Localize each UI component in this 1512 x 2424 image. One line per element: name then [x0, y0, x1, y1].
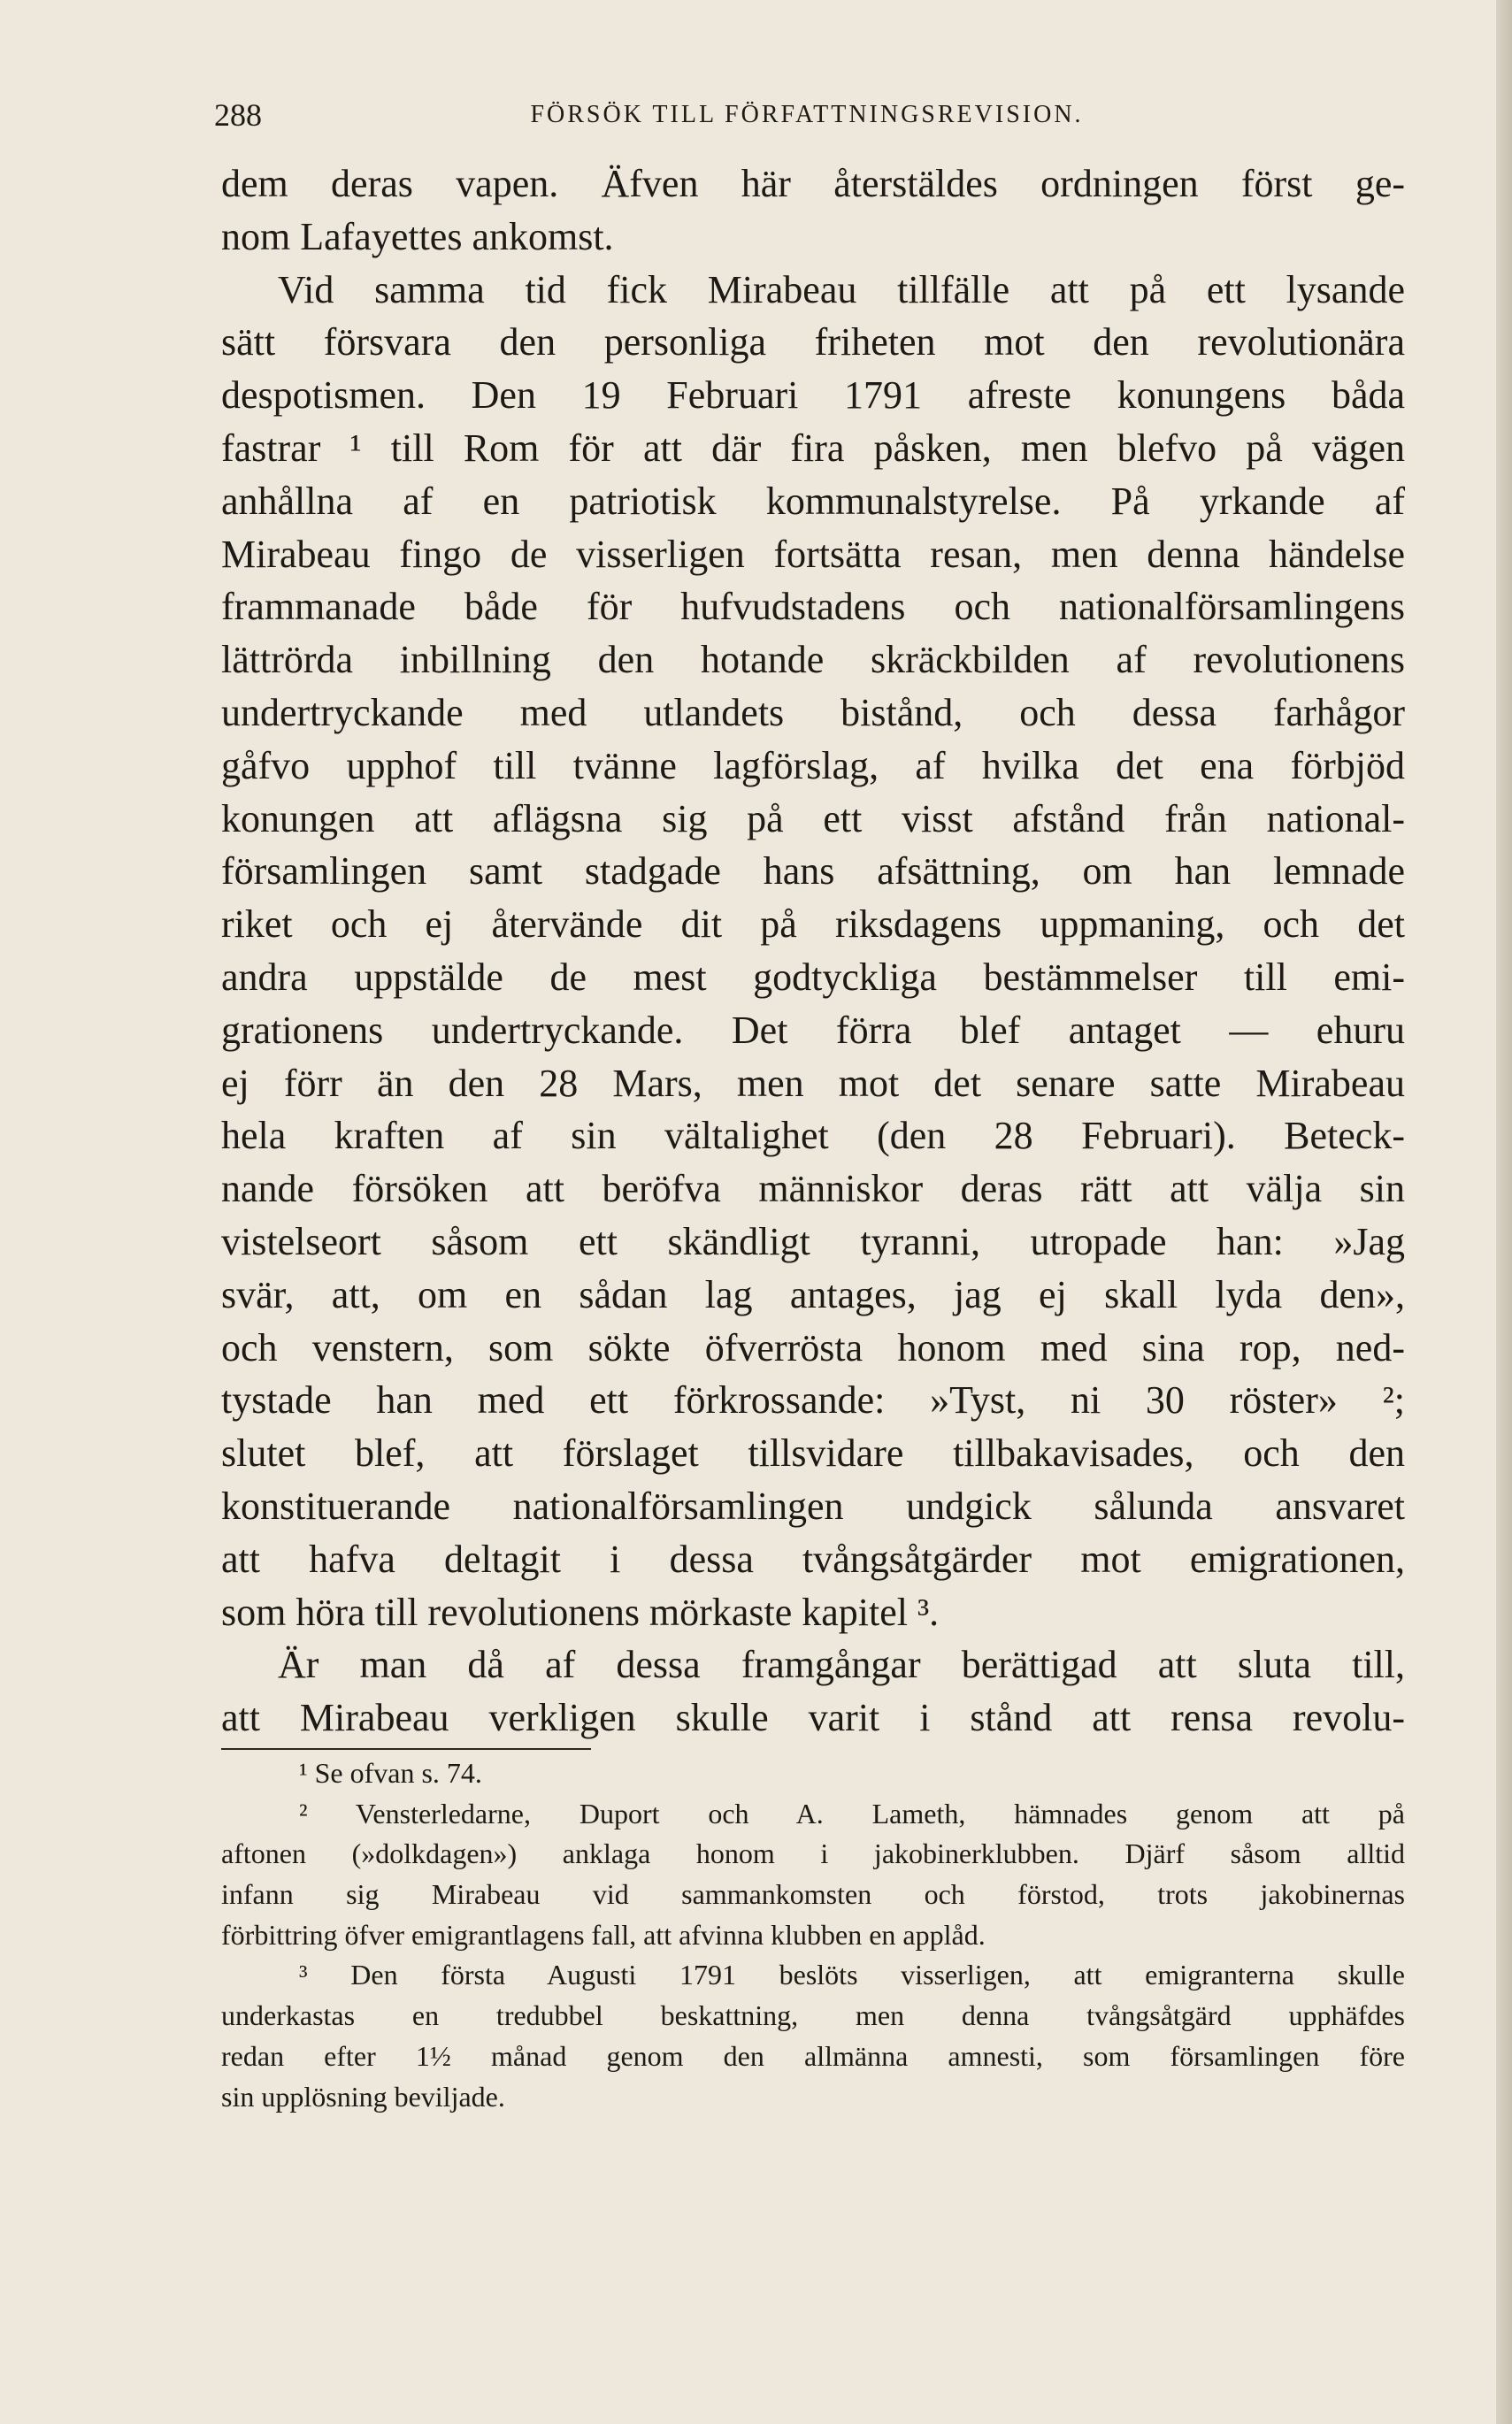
text-line: vistelseort såsom ett skändligt tyranni, utropade han: »Jag	[221, 1219, 1405, 1263]
text-line: att hafva deltagit i dessa tvångsåtgärder mot emigrationen,	[221, 1537, 1405, 1581]
text-line: gåfvo upphof till tvänne lagförslag, af hvilka det ena förbjöd	[221, 743, 1405, 787]
text-line: anhållna af en patriotisk kommunalstyrelse. På yrkande af	[221, 479, 1405, 523]
text-line: nom Lafayettes ankomst.	[221, 214, 614, 258]
footnote-line: ¹ Se ofvan s. 74.	[299, 1757, 482, 1789]
text-line: svär, att, om en sådan lag antages, jag ej skall lyda den»,	[221, 1272, 1405, 1316]
text-line: undertryckande med utlandets bistånd, och dessa farhågor	[221, 690, 1405, 734]
footnote-line: förbittring öfver emigrantlagens fall, att afvinna klubben en applåd.	[221, 1918, 986, 1951]
footnote-line: ³ Den första Augusti 1791 beslöts visserligen, att emigranterna skulle	[299, 1959, 1405, 1991]
text-line: despotismen. Den 19 Februari 1791 afreste konungens båda	[221, 373, 1405, 418]
text-line: nande försöken att beröfva människor deras rätt att välja sin	[221, 1167, 1405, 1211]
footnote-line: sin upplösning beviljade.	[221, 2080, 505, 2113]
running-head: FÖRSÖK TILL FÖRFATTNINGSREVISION.	[530, 101, 1084, 128]
text-line: sätt försvara den personliga friheten mot den revolutionära	[221, 320, 1405, 364]
text-line: Vid samma tid fick Mirabeau tillfälle att på ett lysande	[278, 267, 1405, 311]
text-line: att Mirabeau verkligen skulle varit i stånd att rensa revolu-	[221, 1696, 1405, 1740]
text-line: andra uppstälde de mest godtyckliga bestämmelser till emi-	[221, 955, 1405, 999]
footnote-line: redan efter 1½ månad genom den allmänna amnesti, som församlingen före	[221, 2039, 1405, 2072]
text-line: tystade han med ett förkrossande: »Tyst, ni 30 röster» ²;	[221, 1378, 1405, 1423]
text-line: dem deras vapen. Äfven här återstäldes ordningen först ge-	[221, 162, 1405, 205]
text-line: Mirabeau fingo de visserligen fortsätta resan, men denna händelse	[221, 532, 1405, 576]
text-line: slutet blef, att förslaget tillsvidare tillbakavisades, och den	[221, 1431, 1405, 1476]
text-line: lättrörda inbillning den hotande skräckbilden af revolutionens	[221, 638, 1405, 682]
text-line: grationens undertryckande. Det förra blef antaget — ehuru	[221, 1008, 1405, 1052]
footnote-line: aftonen (»dolkdagen») anklaga honom i jakobinerklubben. Djärf såsom alltid	[221, 1837, 1405, 1870]
text-line: riket och ej återvände dit på riksdagens uppmaning, och det	[221, 902, 1405, 947]
text-line: som höra till revolutionens mörkaste kapitel ³.	[221, 1590, 940, 1634]
footnote-line: infann sig Mirabeau vid sammankomsten och förstod, trots jakobinernas	[221, 1878, 1405, 1911]
text-line: Är man då af dessa framgångar berättigad att sluta till,	[278, 1643, 1405, 1687]
body-text	[221, 157, 1405, 1745]
text-line: fastrar ¹ till Rom för att där fira påsken, men blefvo på vägen	[221, 426, 1405, 470]
text-line: hela kraften af sin vältalighet (den 28 Februari). Beteck-	[221, 1114, 1405, 1158]
footnote-divider	[221, 1748, 591, 1750]
page-header	[214, 88, 1400, 142]
text-line: konungen att aflägsna sig på ett visst afstånd från national-	[221, 796, 1405, 840]
footnote-line: underkastas en tredubbel beskattning, men denna tvångsåtgärd upphäfdes	[221, 1999, 1405, 2032]
text-line: frammanade både för hufvudstadens och nationalförsamlingens	[221, 585, 1405, 629]
page-edge-shadow	[1496, 0, 1512, 2424]
text-line: församlingen samt stadgade hans afsättning, om han lemnade	[221, 849, 1405, 894]
text-line: ej förr än den 28 Mars, men mot det senare satte Mirabeau	[221, 1061, 1405, 1105]
footnote-line: ² Vensterledarne, Duport och A. Lameth, hämnades genom att på	[299, 1797, 1405, 1830]
text-line: konstituerande nationalförsamlingen undgick sålunda ansvaret	[221, 1484, 1405, 1528]
page-number: 288	[214, 97, 262, 133]
text-line: och venstern, som sökte öfverrösta honom med sina rop, ned-	[221, 1325, 1405, 1369]
footnotes	[221, 1753, 1405, 2117]
